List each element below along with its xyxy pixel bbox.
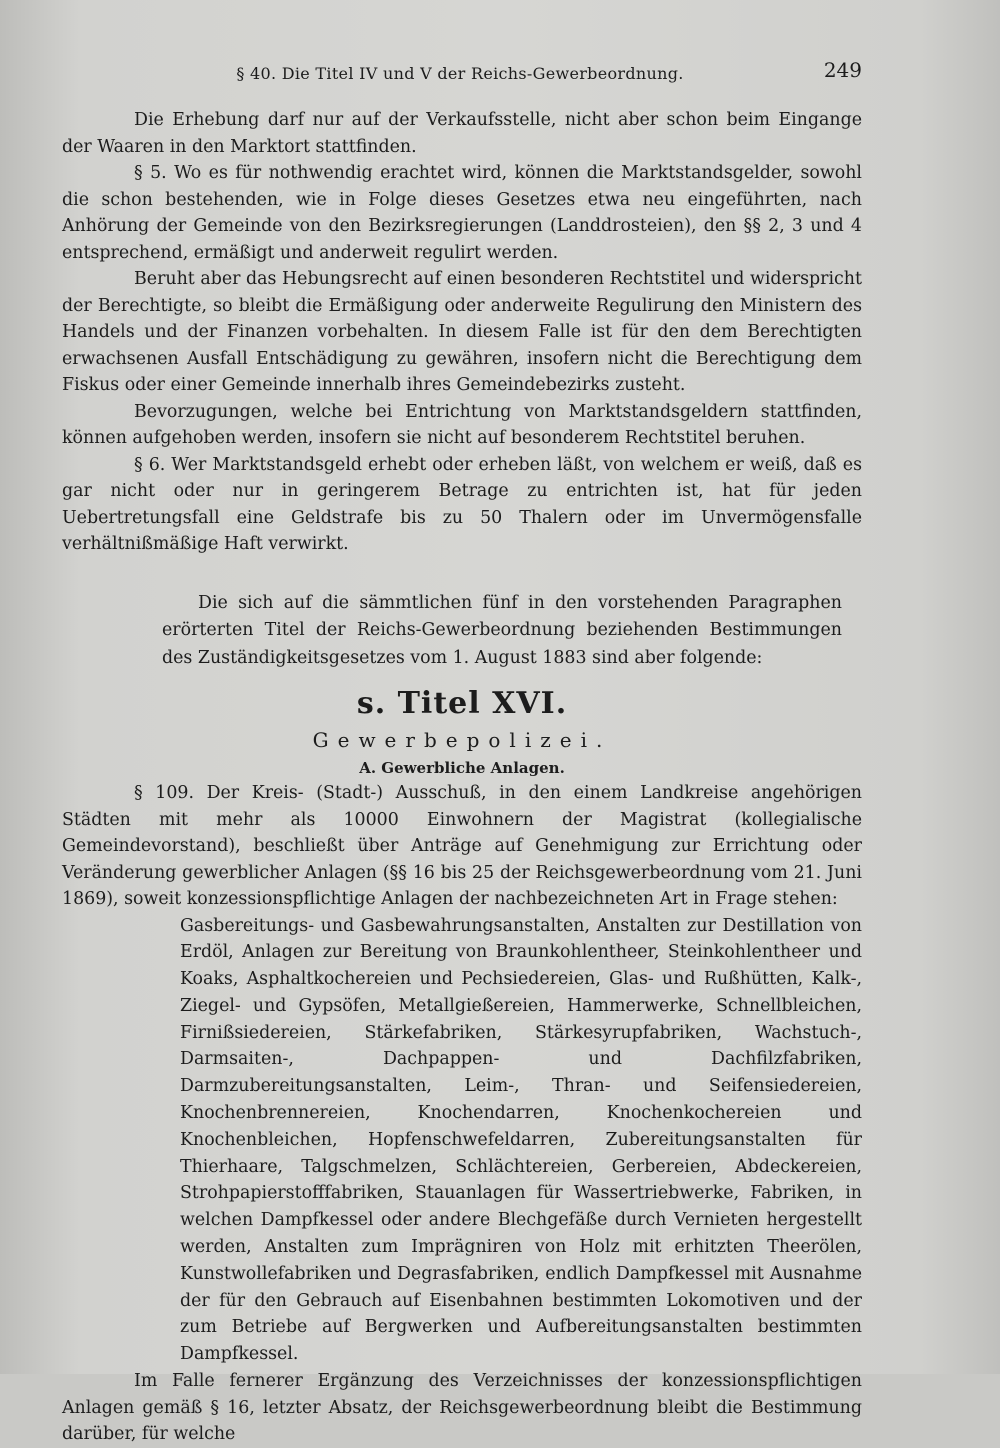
paragraph: Die Erhebung darf nur auf der Verkaufsstelle, nicht aber schon beim Eingange der Waaren in den Marktort stattfinden. (62, 110, 862, 157)
section-heading (62, 684, 862, 780)
paragraph: § 6. Wer Marktstandsgeld erhebt oder erheben läßt, von welchem er weiß, daß es gar nicht oder nur in geringerem Betrage zu entrichten ist, hat für jeden Uebertretungsfall eine Geldstrafe bis zu 50 Thalern oder im Unvermögensfalle verhältnißmäßige Haft verwirkt. (62, 454, 862, 554)
paragraph-109: § 109. Der Kreis- (Stadt-) Ausschuß, in den einem Landkreise angehörigen Städten mit mehr als 10000 Einwohnern der Magistrat (kollegialische Gemeindevorstand), beschließt über Anträge auf Genehmigung zur Errichtung oder Veränderung gewerblicher Anlagen (§§ 16 bis 25 der Reichsgewerbeordnung vom 21. Juni 1869), soweit konzessionspflichtige Anlagen der nachbezeichneten Art in Frage stehen: (62, 783, 862, 909)
page-number: 249 (823, 58, 862, 82)
running-head: § 40. Die Titel IV und V der Reichs-Gewerbeordnung. (236, 64, 684, 83)
section-subtitle: Gewerbepolizei. (312, 728, 612, 752)
final-paragraph: Im Falle fernerer Ergänzung des Verzeichnisses der konzessionspflichtigen Anlagen gemäß § 16, letzter Absatz, der Reichsgewerbeordnung bleibt die Bestimmung darüber, für welche (62, 1371, 862, 1445)
page-header (60, 56, 860, 90)
paragraph: Beruht aber das Hebungsrecht auf einen besonderen Rechtstitel und widerspricht der Berechtigte, so bleibt die Ermäßigung oder anderweite Regulirung den Ministern des Handels und der Finanzen vorbehalten. In diesem Falle ist für den dem Berechtigten erwachsenen Ausfall Entschädigung zu gewähren, insofern nicht die Berechtigung dem Fiskus oder einer Gemeinde innerhalb ihres Gemeindebezirks zusteht. (62, 269, 862, 395)
paragraph: Bevorzugungen, welche bei Entrichtung von Marktstandsgeldern stattfinden, können aufgehoben werden, insofern sie nicht auf besonderem Rechtstitel beruhen. (62, 401, 862, 448)
intro-paragraph: Die sich auf die sämmtlichen fünf in den vorstehenden Paragraphen erörterten Titel der Reichs-Gewerbeordnung beziehenden Bestimmungen des Zuständigkeitsgesetzes vom 1. August 1883 sind aber folgende: (162, 592, 842, 668)
section-title: s. Titel XVI. (356, 686, 568, 721)
body-text (62, 107, 862, 1448)
facility-list: Gasbereitungs- und Gasbewahrungsanstalten, Anstalten zur Destillation von Erdöl, Anlagen zur Bereitung von Braunkohlentheer, Steinkohlentheer und Koaks, Asphaltkochereien und Pechsiedereien, Glas- und Rußhütten, Kalk-, Ziegel- und Gypsöfen, Metallgießereien, Hammerwerke, Schnellbleichen, Firnißsiedereien, Stärkefabriken, Stärkesyrupfabriken, Wachstuch-, Darmsaiten-, Dachpappen- und Dachfilzfabriken, Darmzubereitungsanstalten, Leim-, Thran- und Seifensiedereien, Knochenbrennereien, Knochendarren, Knochenkochereien und Knochenbleichen, Hopfenschwefeldarren, Zubereitungsanstalten für Thierhaare, Talgschmelzen, Schlächtereien, Gerbereien, Abdeckereien, Strohpapierstofffabriken, Stauanlagen für Wassertriebwerke, Fabriken, in welchen Dampfkessel oder andere Blechgefäße durch Vernieten hergestellt werden, Anstalten zum Imprägniren von Holz mit erhitzten Theerölen, Kunstwollefabriken und Degrasfabriken, endlich Dampfkessel mit Ausnahme der für den Gebrauch auf Eisenbahnen bestimmten Lokomotiven und der zum Betriebe auf Bergwerken und Aufbereitungsanstalten bestimmten Dampfkessel. (180, 915, 862, 1365)
section-subheading: A. Gewerbliche Anlagen. (359, 759, 565, 777)
paragraph: § 5. Wo es für nothwendig erachtet wird, können die Marktstandsgelder, sowohl die schon bestehenden, wie in Folge dieses Gesetzes etwa neu eingeführten, nach Anhörung der Gemeinde von den Bezirksregierungen (Landdrosteien), den §§ 2, 3 und 4 entsprechend, ermäßigt und anderweit regulirt werden. (62, 163, 862, 263)
